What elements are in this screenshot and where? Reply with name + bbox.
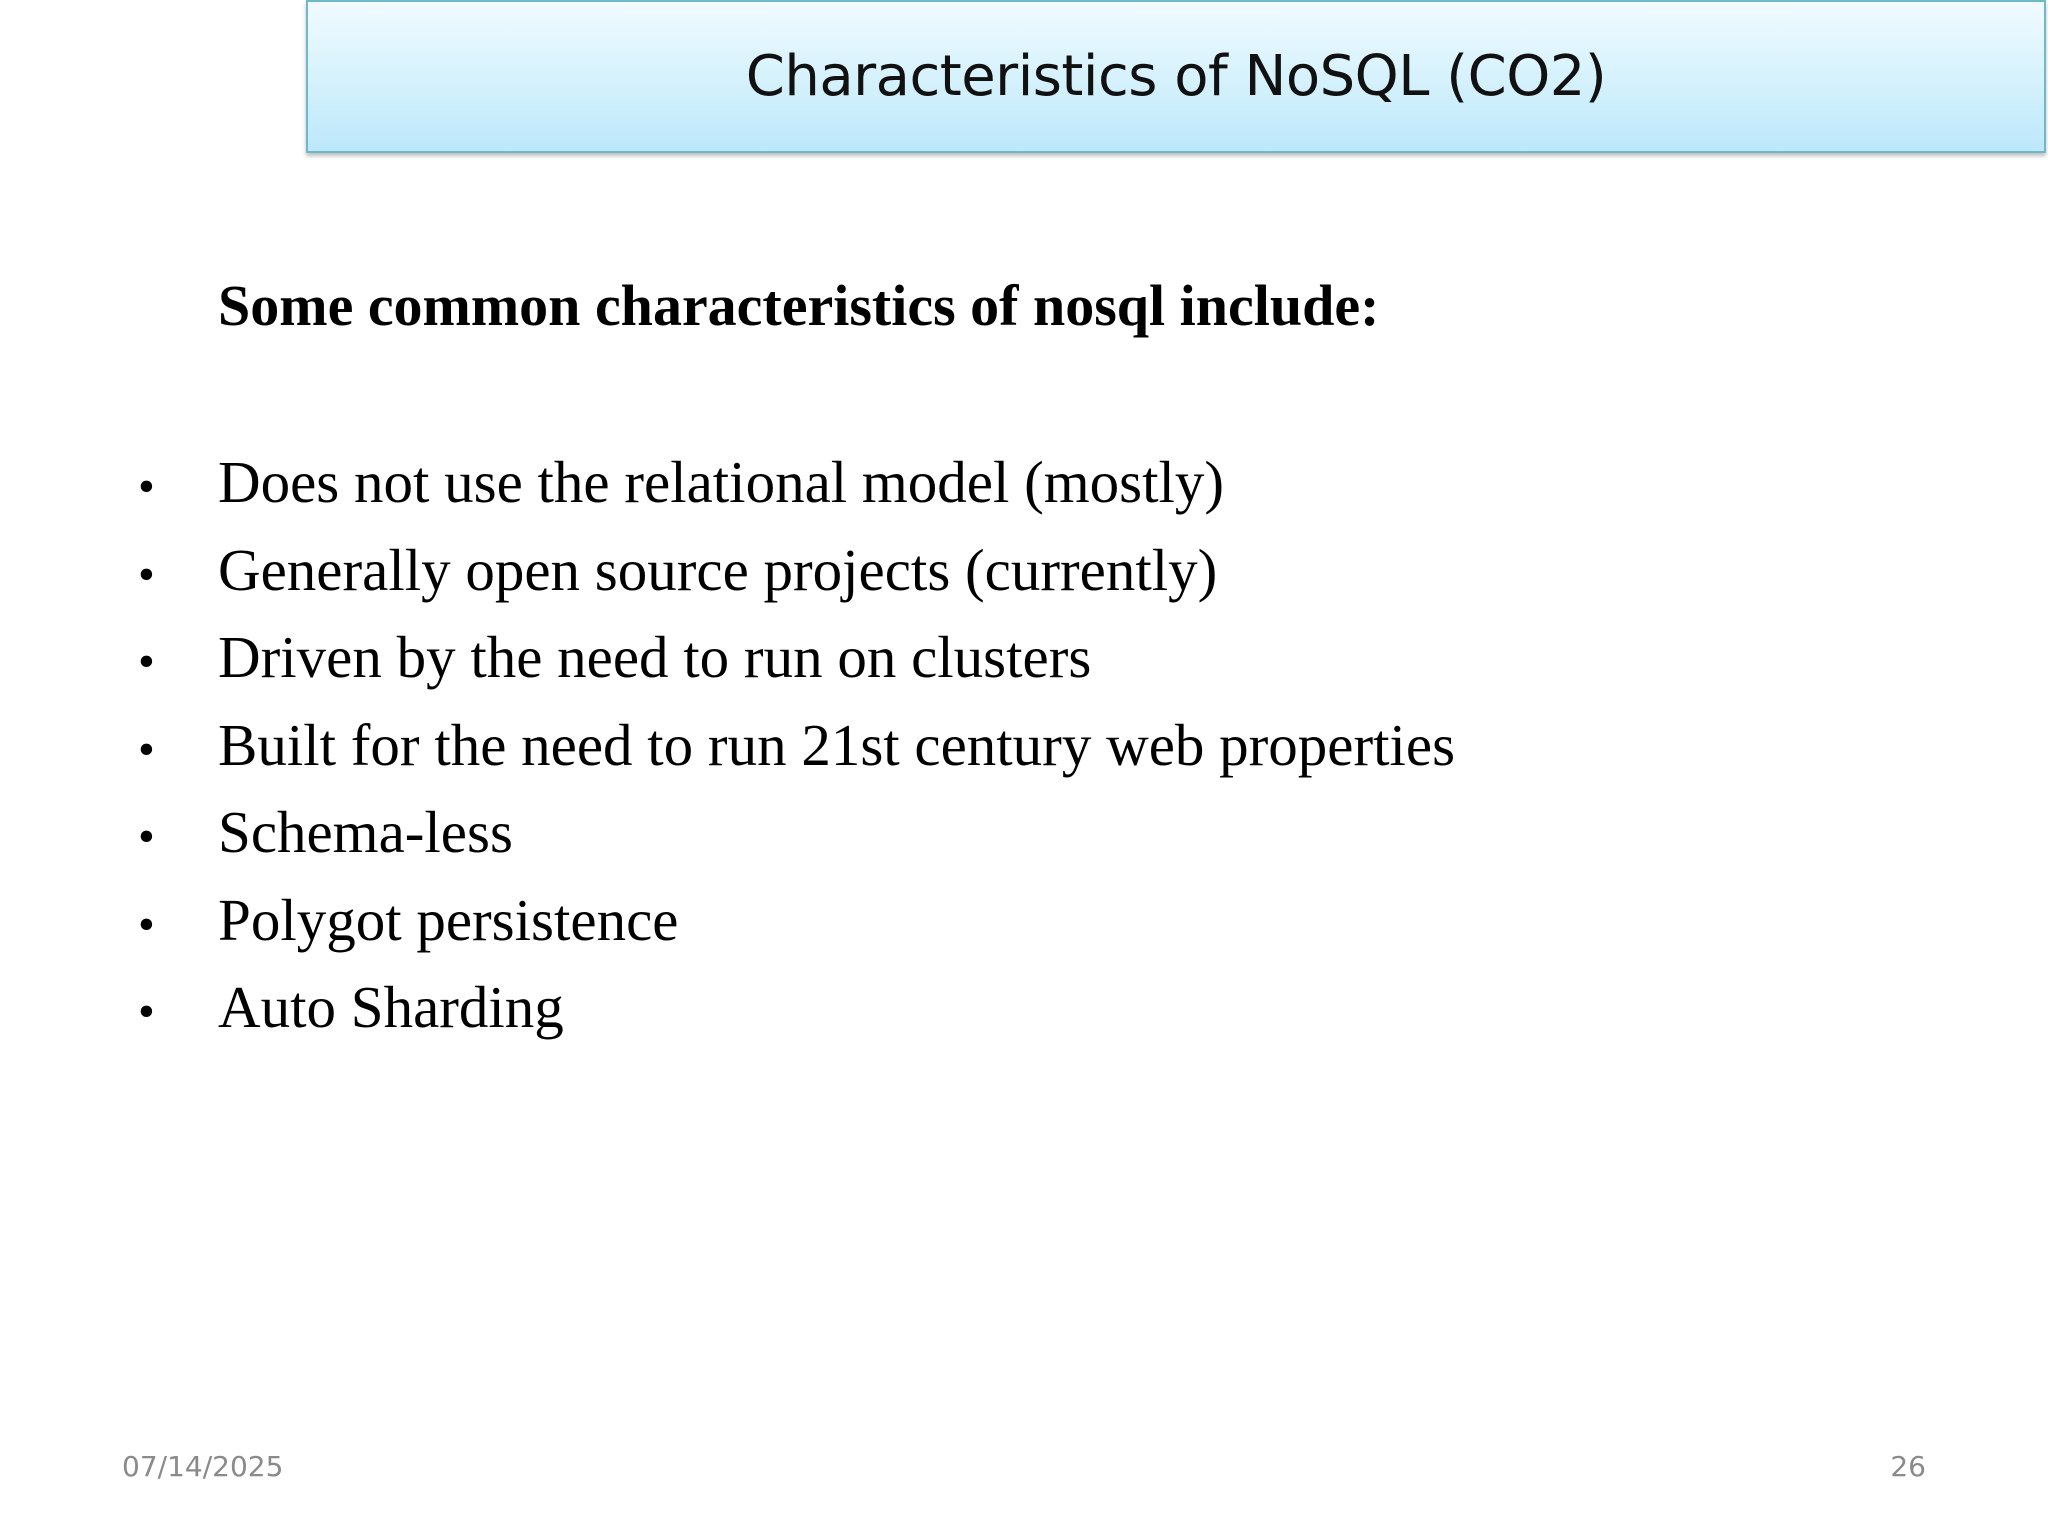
list-item [138, 448, 1455, 536]
bullet-text: Auto Sharding [218, 974, 564, 1040]
list-item [138, 536, 1455, 624]
bullet-text: Built for the need to run 21st century web properties [218, 711, 1456, 778]
bullet-icon: • [138, 635, 155, 688]
slide-title: Characteristics of NoSQL (CO2) [745, 44, 1607, 109]
bullet-text: Generally open source projects (currently) [218, 536, 1218, 603]
bullet-icon: • [138, 460, 155, 513]
bullet-icon: • [138, 897, 155, 951]
bullet-text: Does not use the relational model (mostly) [218, 449, 1225, 515]
slide-subtitle: Some common characteristics of nosql include: [218, 273, 1380, 338]
list-item [138, 886, 1455, 974]
slide-title-bar [306, 0, 2046, 153]
list-item [138, 711, 1455, 799]
bullet-icon: • [138, 985, 155, 1038]
bullet-icon: • [138, 810, 155, 863]
bullet-icon: • [138, 547, 155, 601]
list-item [138, 798, 1455, 886]
bullet-icon: • [138, 722, 155, 776]
footer-date: 07/14/2025 [122, 1450, 284, 1483]
bullet-text: Polygot persistence [218, 886, 679, 953]
bullet-text: Driven by the need to run on clusters [218, 624, 1092, 690]
list-item [138, 623, 1455, 711]
bullet-list [138, 448, 1455, 1061]
footer-page-number: 26 [1890, 1450, 1926, 1483]
list-item [138, 973, 1455, 1061]
bullet-text: Schema-less [218, 799, 513, 865]
